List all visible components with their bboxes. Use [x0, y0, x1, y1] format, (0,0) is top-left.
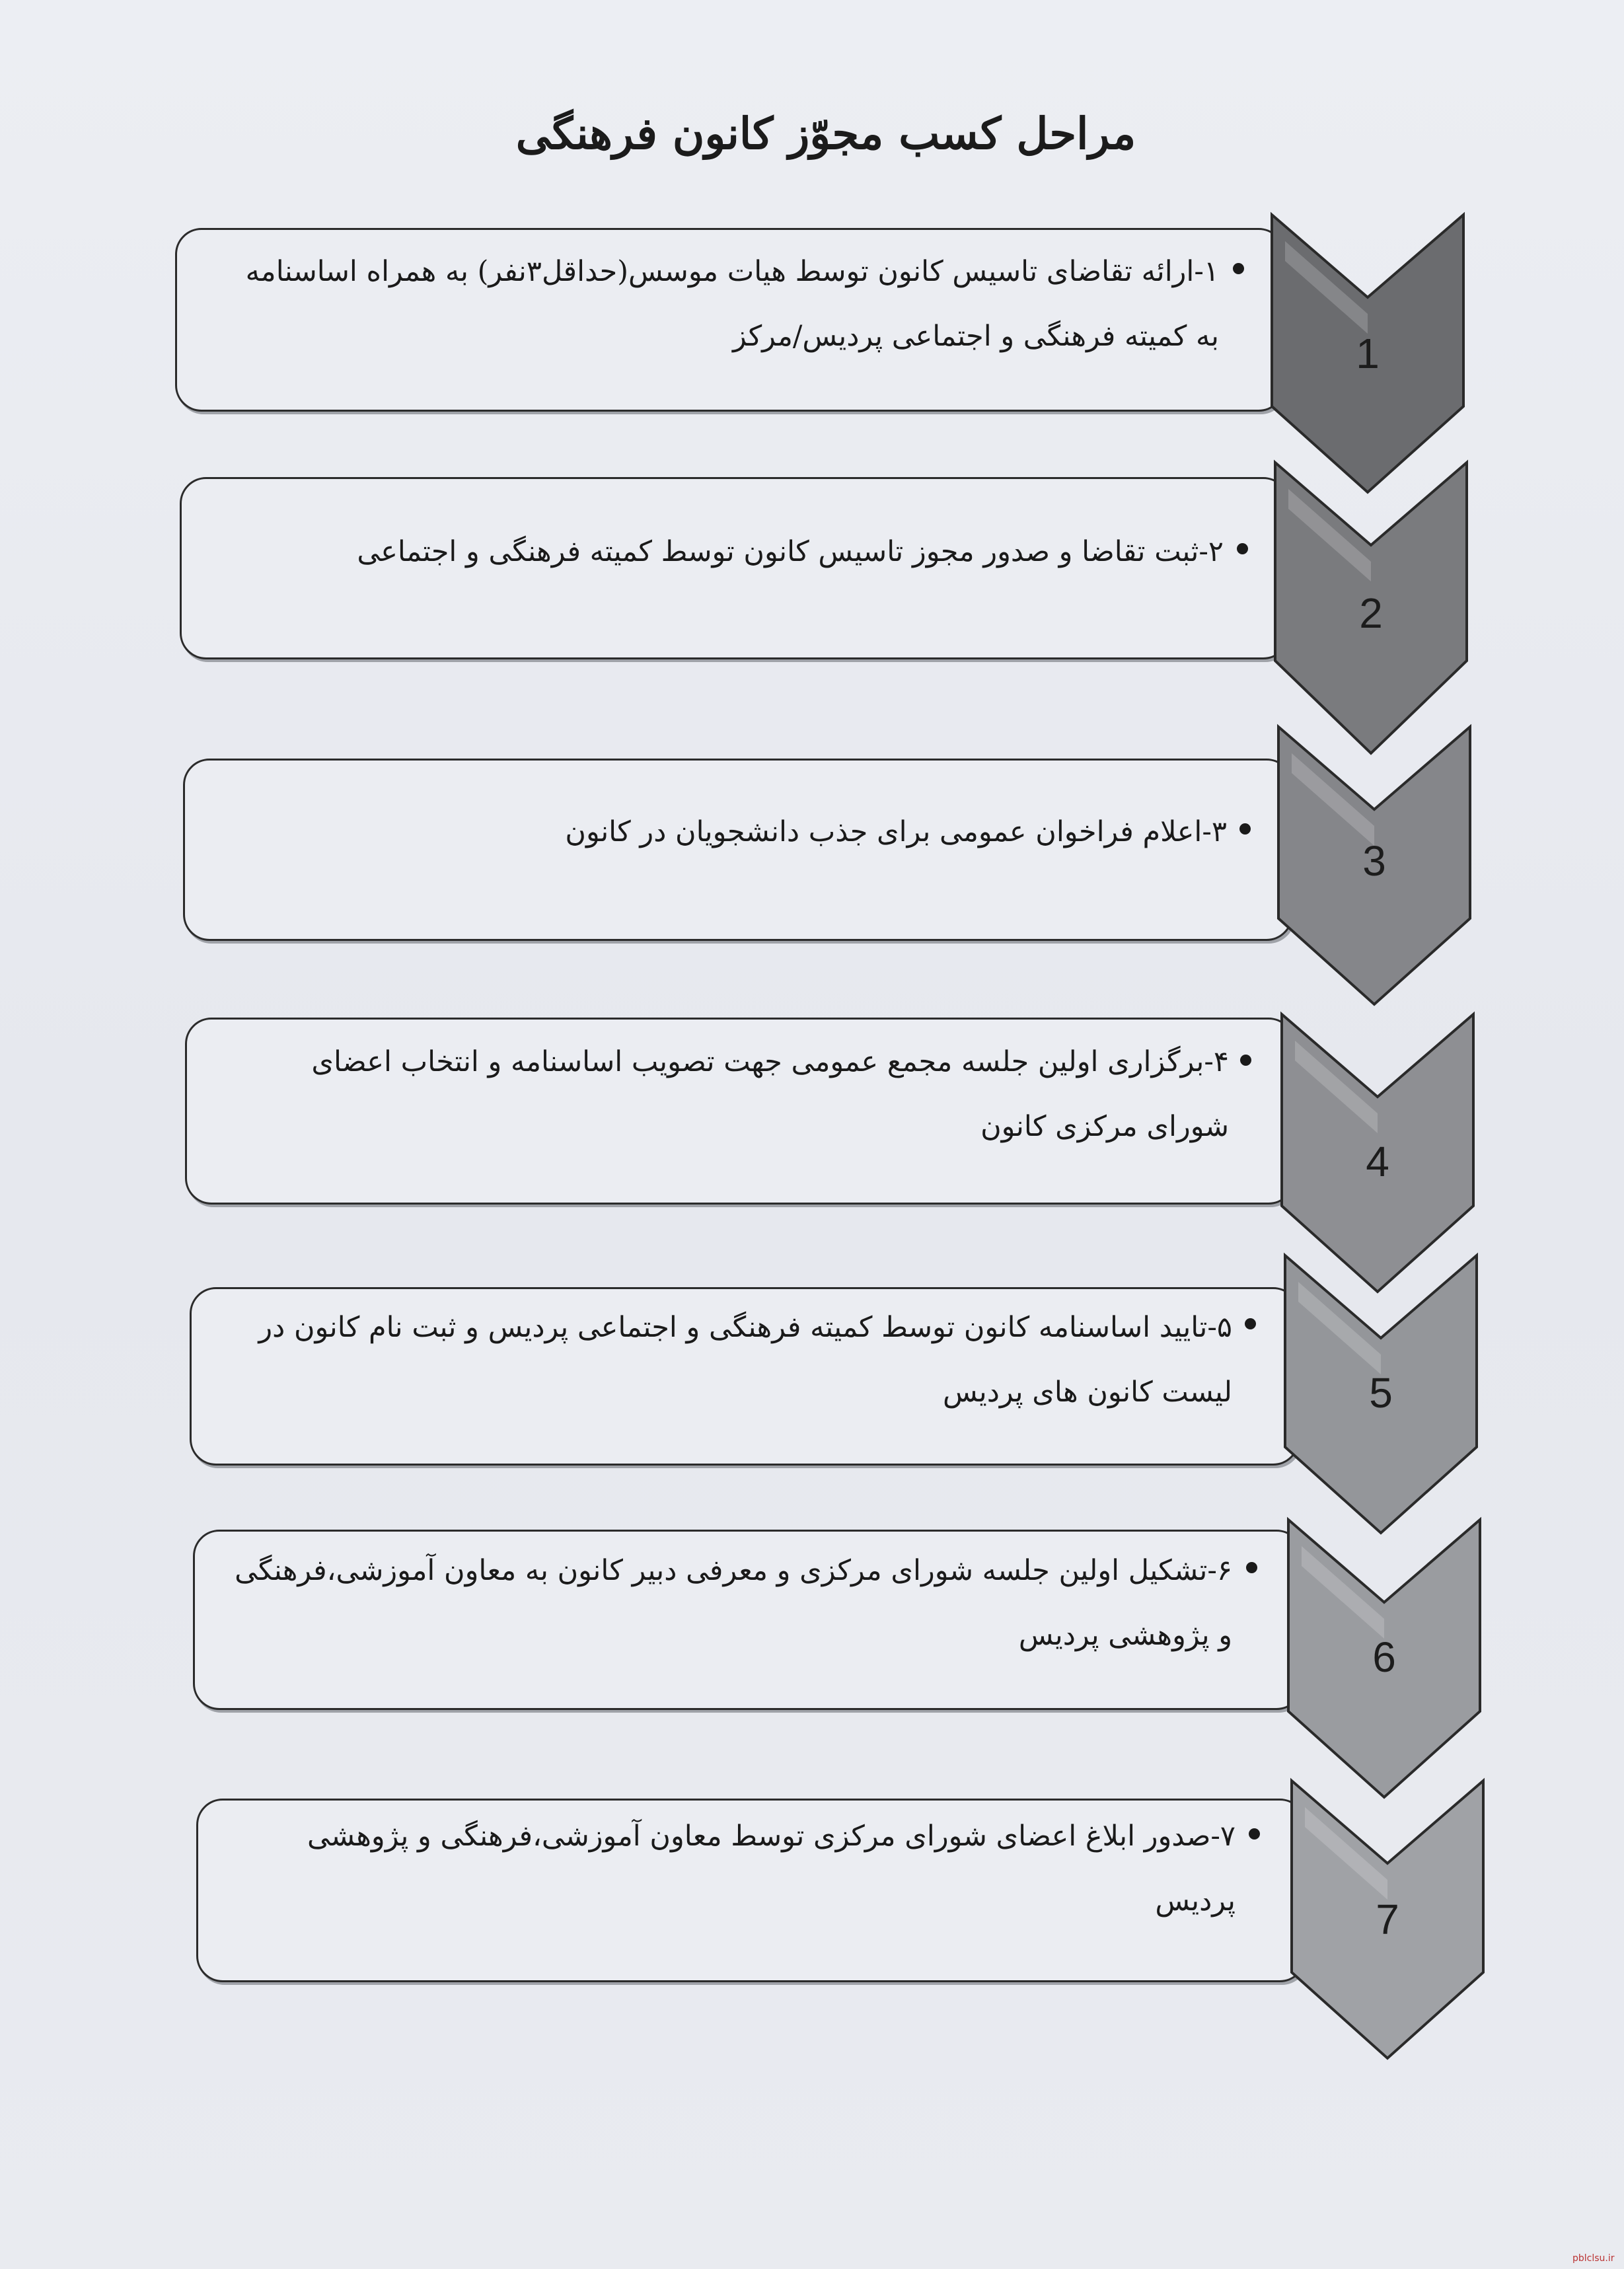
- step-6-chevron: [1288, 1520, 1480, 1797]
- step-3-number: 3: [1362, 837, 1386, 885]
- step-4-text: ۴-برگزاری اولین جلسه مجمع عمومی جهت تصویب اساسنامه و انتخاب اعضای شورای مرکزی کانون: [311, 1045, 1229, 1143]
- bullet-icon: [1246, 1562, 1257, 1573]
- step-1-chevron: [1272, 215, 1463, 492]
- bullet-icon: [1233, 263, 1244, 274]
- step-2-chevron: [1275, 463, 1467, 753]
- step-1-number: 1: [1356, 330, 1380, 377]
- step-6-number: 6: [1372, 1633, 1396, 1681]
- bullet-icon: [1249, 1828, 1260, 1840]
- bullet-icon: [1239, 823, 1251, 835]
- step-1-text: ۱-ارائه تقاضای تاسیس کانون توسط هیات موسس(حداقل۳نفر) به همراه اساسنامه به کمیته فرهنگی و اجتماعی پردیس/مرکز: [245, 255, 1219, 353]
- step-4-chevron: [1282, 1014, 1473, 1292]
- step-7-chevron: [1292, 1781, 1483, 2058]
- bullet-icon: [1245, 1318, 1256, 1329]
- step-2-number: 2: [1359, 589, 1383, 637]
- step-4-number: 4: [1366, 1138, 1389, 1185]
- footer-tag[interactable]: pblclsu.ir: [1572, 2253, 1615, 2264]
- bullet-icon: [1240, 1055, 1251, 1066]
- step-7-number: 7: [1376, 1896, 1399, 1943]
- step-2-text: ۲-ثبت تقاضا و صدور مجوز تاسیس کانون توسط کمیته فرهنگی و اجتماعی: [357, 535, 1224, 568]
- step-3-text: ۳-اعلام فراخوان عمومی برای جذب دانشجویان در کانون: [565, 815, 1227, 848]
- page-title: مراحل کسب مجوّز کانون فرهنگی: [515, 108, 1136, 159]
- step-6-text: ۶-تشکیل اولین جلسه شورای مرکزی و معرفی دبیر کانون به معاون آموزشی،فرهنگی و پژوهشی پردیس: [235, 1554, 1232, 1652]
- step-7-text: ۷-صدور ابلاغ اعضای شورای مرکزی توسط معاون آموزشی،فرهنگی و پژوهشی پردیس: [307, 1820, 1236, 1917]
- step-5-number: 5: [1369, 1369, 1393, 1417]
- step-3-chevron: [1278, 727, 1470, 1004]
- step-5-text: ۵-تایید اساسنامه کانون توسط کمیته فرهنگی و اجتماعی پردیس و ثبت نام کانون در لیست کانون های پردیس: [258, 1311, 1232, 1409]
- step-5-chevron: [1285, 1255, 1477, 1533]
- bullet-icon: [1237, 543, 1248, 554]
